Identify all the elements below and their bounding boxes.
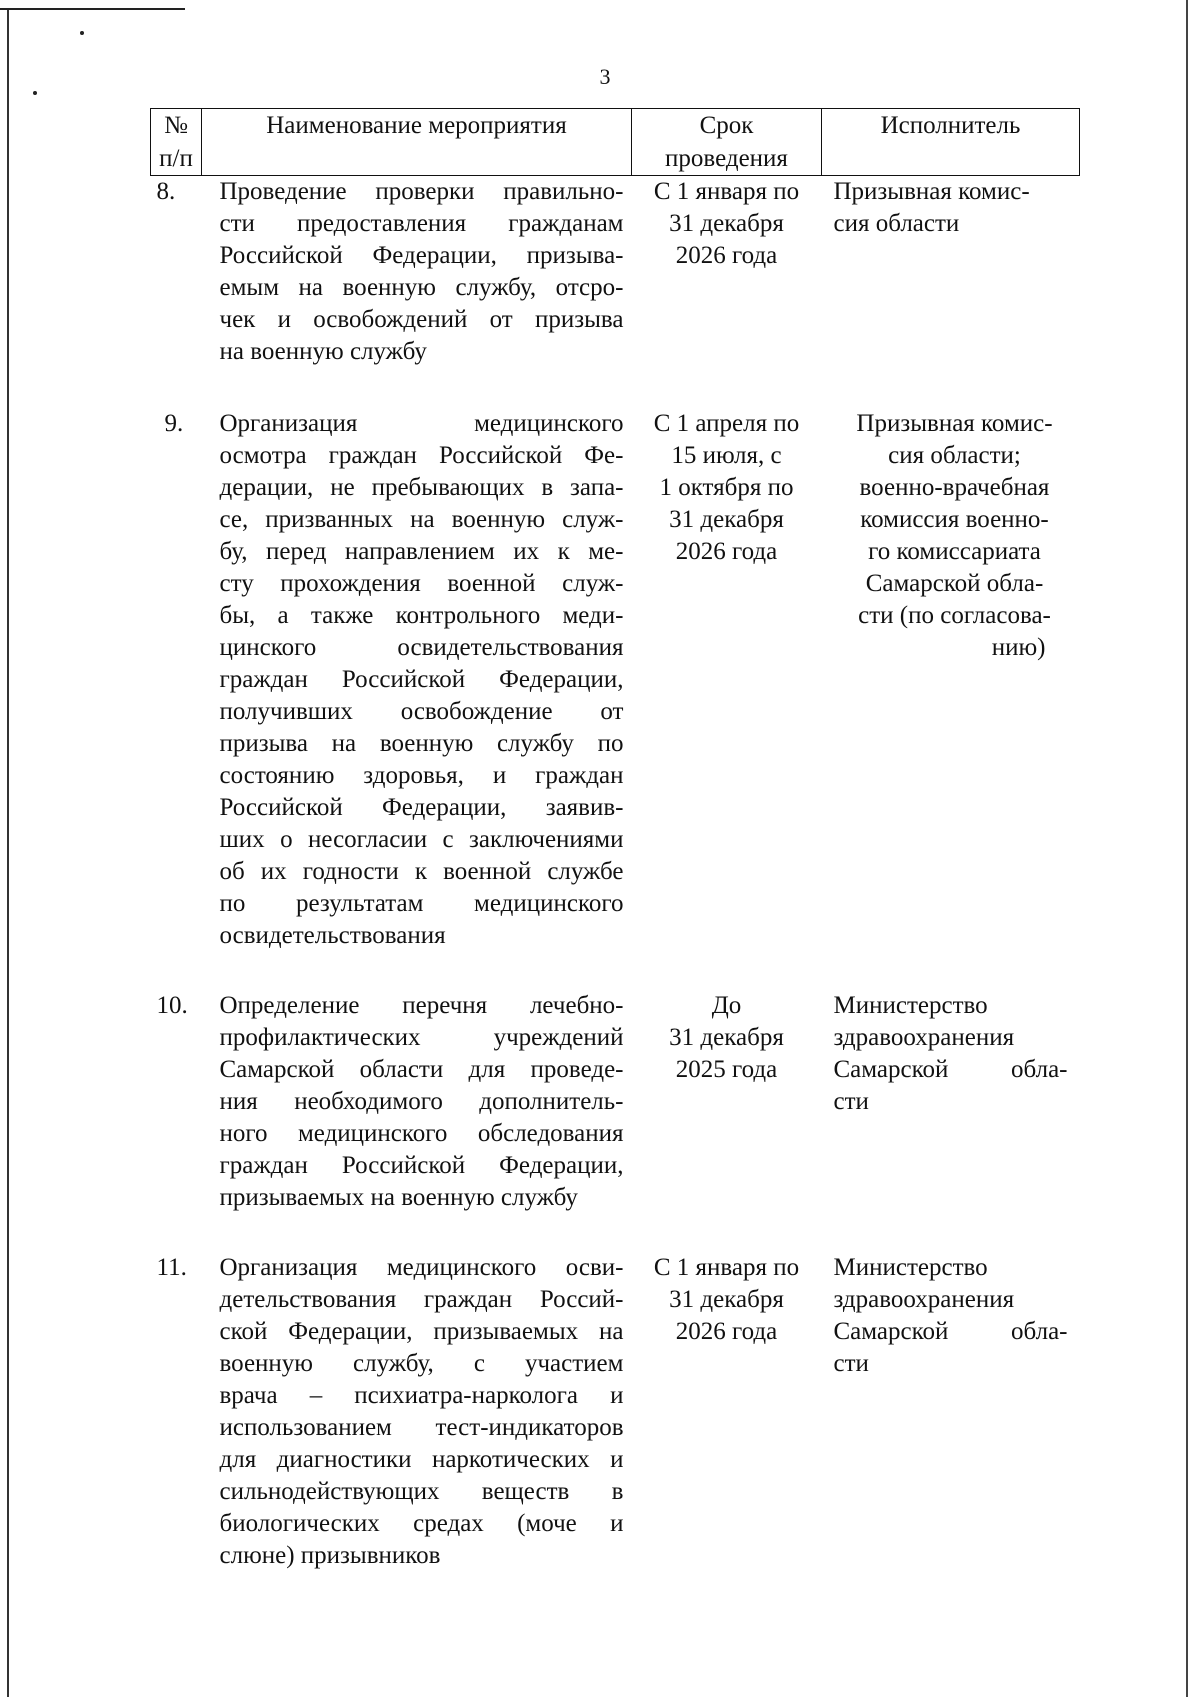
event-name-word: Определение [219,992,360,1019]
event-executor [822,990,1080,1214]
spacer-cell [822,952,1080,990]
event-name-word: в [611,1478,624,1505]
event-name-word: использованием [219,1414,392,1441]
event-name-word: Федерации, [499,1152,624,1179]
event-term [632,408,822,952]
event-name-line [220,664,624,696]
event-name-word: с [442,826,454,853]
event-name-line [220,824,624,856]
event-name-word: участием [524,1350,624,1377]
event-name-word: наркотических [431,1446,590,1473]
event-name-word: медицинского [474,410,624,437]
header-term-label: Срок проведения [665,112,788,172]
event-name-word: Российской [439,442,563,469]
table-row [151,1252,1080,1572]
event-name-word: Федерации, [288,1318,413,1345]
event-name-line [220,1252,624,1284]
event-executor-line: го комиссариата [868,538,1041,565]
event-name-line [220,728,624,760]
event-name-word: Организация [219,410,358,437]
event-name-word: детельствования [219,1286,397,1313]
event-name-line [220,632,624,664]
event-name-word: тест-индикаторов [435,1414,624,1441]
event-name-word: от [489,306,513,333]
event-name-word: меди- [562,602,624,629]
event-name-word: диагностики [276,1446,412,1473]
event-name-word: бы, [219,602,256,629]
event-name-word: Россий- [539,1286,624,1313]
event-name-line [220,1284,624,1316]
event-name-word: призыва [534,306,624,333]
event-name-word: службу [496,730,574,757]
row-number [151,176,202,369]
event-executor-line: сти [833,1350,869,1377]
event-name-word: и [492,762,507,789]
event-term-line: 31 декабря [669,210,784,237]
event-name-word: веществ [481,1478,570,1505]
event-executor-line: здравоохранения [833,1286,1015,1313]
event-name-word: для [468,1056,506,1083]
event-executor [822,408,1080,952]
event-name-word: бу, [219,538,248,565]
event-name-line [220,1444,624,1476]
event-name-word: перечня [402,992,488,1019]
event-name-word: результатам [296,890,424,917]
event-name-word: на [598,1318,624,1345]
event-name-line [220,990,624,1022]
event-name-word: получивших [219,698,353,725]
event-executor-line: сия области [833,210,960,237]
event-name-word: военную [451,506,546,533]
event-name [202,408,632,952]
event-executor-line [834,1054,1076,1086]
event-executor [822,176,1080,369]
event-name-word: цинского [219,634,317,661]
row-spacer [151,368,1080,408]
event-name-line [220,1380,624,1412]
event-name-word: призываемых [433,1318,579,1345]
event-name-word: проведе- [530,1056,624,1083]
scan-border-top [0,8,185,10]
event-name-word: Организация [219,1254,358,1281]
event-executor-line: комиссия военно- [860,506,1049,533]
event-executor [822,1252,1080,1572]
event-name-line [220,440,624,472]
event-name-word: дополнитель- [479,1088,624,1115]
event-executor-line: Призывная комис- [856,410,1053,437]
event-executor-line: Призывная комис- [833,178,1030,205]
event-executor-line: военно-врачебная [859,474,1050,501]
event-name-word: – [309,1382,323,1409]
row-number [151,990,202,1214]
event-name-word: (моче [517,1510,577,1537]
event-name-line: освидетельствования [219,922,446,949]
event-name-word: к [414,858,428,885]
scan-speck [33,91,37,95]
event-name-word: об [219,858,245,885]
event-name [202,176,632,369]
event-name-word: граждан [328,442,417,469]
event-name-word: ного [219,1120,268,1147]
event-name-line: слюне) призывников [219,1542,441,1569]
event-name-word: Фе- [584,442,624,469]
event-executor-line: здравоохранения [833,1024,1015,1051]
event-name-word: а [277,602,289,629]
row-number-text: 8. [156,178,176,205]
event-term-line: 2026 года [675,1318,778,1345]
event-term-line: 31 декабря [669,1286,784,1313]
event-name-word: по [597,730,624,757]
spacer-cell [632,368,822,408]
event-name-word: и [610,1510,624,1537]
event-name-word: дерации, [219,474,314,501]
event-term [632,176,822,369]
event-name-word: Российской [219,794,343,821]
event-executor-line [834,1316,1076,1348]
event-name-word: сту [219,570,254,597]
spacer-cell [151,368,202,408]
event-name-line [220,760,624,792]
event-executor-line: Самарской обла- [865,570,1044,597]
event-name-word: гражданам [508,210,624,237]
row-number-text: 10. [156,992,188,1019]
event-executor-line: сти (по согласова- [858,602,1051,629]
event-name-line [220,1054,624,1086]
row-spacer [151,952,1080,990]
event-executor-word: обла- [1011,1056,1068,1083]
event-name-word: военную [342,274,436,301]
event-name-word: проверки [375,178,475,205]
event-name-word: не [330,474,355,501]
event-name-word: их [260,858,287,885]
event-name-word: в [541,474,554,501]
event-name-word: области [359,1056,444,1083]
event-name-word: Российской [219,242,343,269]
event-name-word: также [310,602,374,629]
event-name-word: военной [443,858,532,885]
row-number-text: 11. [156,1254,187,1281]
event-name-word: профилактических [219,1024,421,1051]
event-executor-line: нию) [991,634,1046,661]
event-executor-word: Самарской [833,1056,949,1083]
spacer-cell [632,952,822,990]
table-header-row [151,109,1080,176]
event-name-line [220,792,624,824]
event-executor-word: обла- [1011,1318,1068,1345]
event-name-word: медицинского [386,1254,537,1281]
event-name-line [220,1348,624,1380]
event-name-word: граждан [219,666,308,693]
event-name-word: осмотра [219,442,307,469]
event-name [202,1252,632,1572]
event-name-word: на [410,506,435,533]
event-executor-word: Самарской [833,1318,949,1345]
event-name-word: правильно- [503,178,624,205]
event-name-word: Федерации, [372,242,497,269]
event-name-word: о [280,826,293,853]
event-name-word: запа- [570,474,624,501]
spacer-cell [151,1214,202,1252]
event-name-line [220,1476,624,1508]
event-term-line: 15 июля, с [671,442,782,469]
event-name-word: граждан [219,1152,308,1179]
spacer-cell [632,1214,822,1252]
header-name-label: Наименование мероприятия [266,112,567,139]
table-row [151,990,1080,1214]
event-term-line: С 1 апреля по [653,410,800,437]
event-name-line [220,568,624,600]
event-name-word: се, [219,506,249,533]
scan-border-left [7,10,9,1697]
event-name-word: призыва- [526,242,624,269]
event-name-word: необходимого [294,1088,443,1115]
event-name-word: для [219,1446,257,1473]
event-name-line [220,1508,624,1540]
event-name-word: Федерации, [499,666,624,693]
event-name-word: психиатра-нарколога [354,1382,578,1409]
spacer-cell [822,368,1080,408]
event-name-line: призываемых на военную службу [219,1184,578,1211]
row-number-text: 9. [164,410,184,437]
event-name-word: медицинского [297,1120,448,1147]
event-name-word: по [219,890,246,917]
event-name-line [220,1316,624,1348]
event-name-line [220,504,624,536]
event-name-word: заключениями [469,826,624,853]
event-term-line: С 1 января по [653,178,800,205]
event-executor-line: сия области; [888,442,1021,469]
event-name-word: с [473,1350,485,1377]
event-executor-line: Министерство [833,992,988,1019]
event-name-line [220,856,624,888]
event-name-word: ской [219,1318,268,1345]
event-name-word: их [513,538,540,565]
event-name [202,990,632,1214]
scan-speck [80,31,84,35]
table-body [151,176,1080,1573]
event-name-word: Проведение [219,178,347,205]
event-name-line [220,208,624,240]
event-name-word: граждан [423,1286,513,1313]
event-name-line [220,1412,624,1444]
event-name-word: медицинского [474,890,624,917]
event-name-word: перед [265,538,327,565]
row-number [151,1252,202,1572]
event-name-word: обследования [477,1120,624,1147]
event-name-word: здоровья, [363,762,464,789]
event-name-line [220,240,624,272]
spacer-cell [822,1214,1080,1252]
event-name-word: освобождение [400,698,553,725]
event-name-word: средах [413,1510,484,1537]
event-name-word: контрольного [395,602,541,629]
event-term-line: До [711,992,742,1019]
event-name-word: предоставления [296,210,467,237]
event-name-line [220,888,624,920]
event-name-line [220,600,624,632]
header-name [202,109,632,176]
event-name-word: Федерации, [382,794,507,821]
table-row [151,408,1080,952]
event-name-word: граждан [535,762,624,789]
header-term [632,109,822,176]
event-name-word: службе [547,858,624,885]
event-name-word: чек [219,306,256,333]
spacer-cell [202,368,632,408]
event-term-line: 31 декабря [669,506,784,533]
table-row [151,176,1080,369]
row-number [151,408,202,952]
event-name-word: освобождений [313,306,468,333]
event-name-line [220,1118,624,1150]
event-executor-line: сти [833,1088,869,1115]
header-executor [822,109,1080,176]
event-term [632,990,822,1214]
event-name-word: прохождения [280,570,421,597]
spacer-cell [151,952,202,990]
event-name-word: и [277,306,291,333]
event-name-word: сильнодействующих [219,1478,440,1505]
event-name-word: состоянию [219,762,335,789]
event-name-line [220,272,624,304]
event-name-word: Российской [341,666,466,693]
event-name-word: врача [219,1382,278,1409]
event-name-word: годности [302,858,399,885]
event-name-word: и [610,1382,624,1409]
event-term-line: 31 декабря [669,1024,784,1051]
event-term [632,1252,822,1572]
event-term-line: 2026 года [675,538,778,565]
event-name-word: к [557,538,570,565]
event-name-word: военную [379,730,474,757]
event-term-line: 2026 года [675,242,778,269]
event-executor-line: Министерство [833,1254,988,1281]
event-name-word: призыва [219,730,309,757]
event-name-line [220,536,624,568]
event-name-word: ших [219,826,265,853]
event-name-word: ния [219,1088,258,1115]
event-name-word: служ- [562,570,624,597]
event-name-word: военную [219,1350,313,1377]
event-name-line [220,1086,624,1118]
event-name-word: Самарской [219,1056,335,1083]
event-name-line [220,472,624,504]
page-number: 3 [599,64,611,89]
event-name-word: учреждений [493,1024,624,1051]
event-name-word: призванных [265,506,394,533]
event-name-line [220,176,624,208]
events-table [150,108,1080,1572]
event-name-word: и [610,1446,624,1473]
event-name-word: Российской [341,1152,466,1179]
event-name-word: военной [447,570,536,597]
spacer-cell [202,1214,632,1252]
event-name-word: сти [219,210,255,237]
event-name-line [220,696,624,728]
event-name-line [220,304,624,336]
event-term-line: 2025 года [675,1056,778,1083]
event-name-word: емым [219,274,280,301]
event-name-word: биологических [219,1510,380,1537]
event-name-word: служ- [562,506,624,533]
event-name-line: на военную службу [219,338,427,365]
event-name-word: на [298,274,324,301]
event-name-word: на [331,730,357,757]
spacer-cell [202,952,632,990]
event-name-line [220,1150,624,1182]
event-name-line [220,1022,624,1054]
event-name-word: освидетельствования [397,634,624,661]
event-name-word: отсро- [555,274,624,301]
header-executor-label: Исполнитель [880,112,1021,139]
event-term-line: 1 октября по [659,474,794,501]
event-name-word: заявив- [545,794,624,821]
event-name-word: службу, [455,274,537,301]
event-name-word: лечебно- [529,992,624,1019]
row-spacer [151,1214,1080,1252]
header-num-label: № п/п [159,112,193,172]
event-name-word: несогласии [307,826,428,853]
event-name-word: осви- [565,1254,624,1281]
scan-border-right [1186,0,1188,1697]
event-name-word: службу, [353,1350,434,1377]
event-name-word: направлением [344,538,495,565]
event-name-word: пребывающих [371,474,525,501]
event-term-line: С 1 января по [653,1254,800,1281]
event-name-line [220,408,624,440]
event-name-word: ме- [588,538,624,565]
header-num [151,109,202,176]
event-name-word: от [600,698,624,725]
